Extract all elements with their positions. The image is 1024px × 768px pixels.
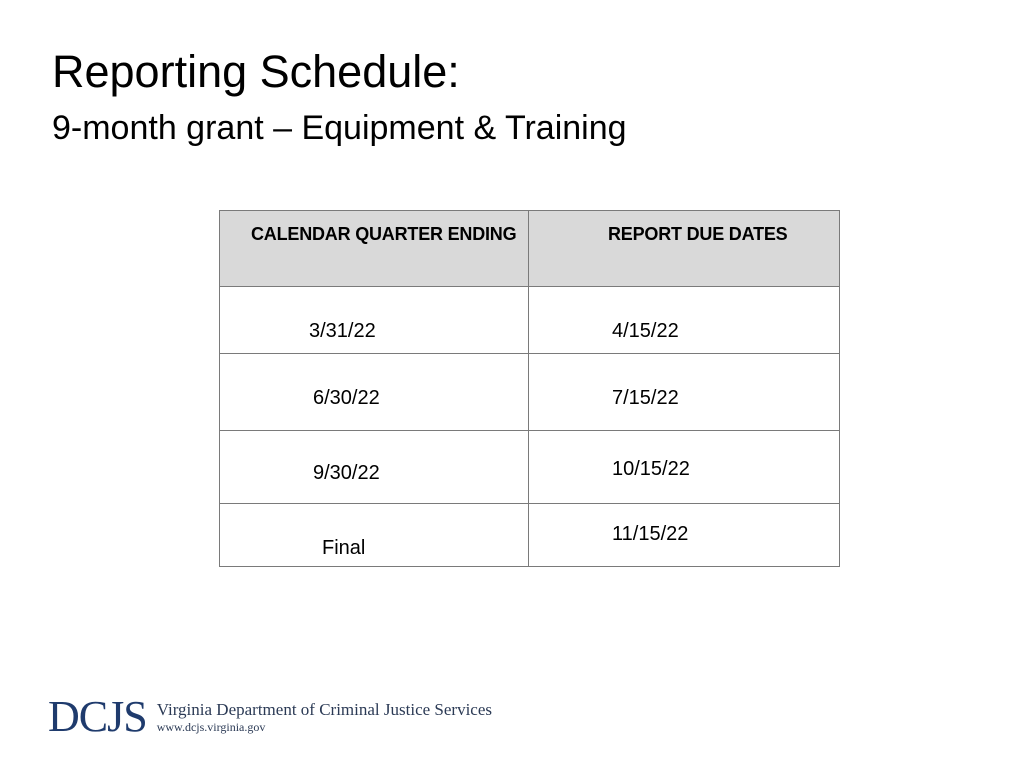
table-row bbox=[220, 504, 840, 567]
slide-title: Reporting Schedule: bbox=[52, 46, 460, 97]
table-header-row bbox=[220, 211, 840, 287]
table-row bbox=[220, 287, 840, 354]
table-row bbox=[220, 431, 840, 504]
quarter-ending-cell: 6/30/22 bbox=[220, 354, 529, 431]
dcjs-logo: DCJS bbox=[48, 692, 147, 741]
quarter-ending-cell: Final bbox=[220, 504, 529, 567]
due-date-cell: 7/15/22 bbox=[529, 354, 840, 431]
header-calendar-quarter-ending: CALENDAR QUARTER ENDING bbox=[220, 211, 529, 287]
footer bbox=[48, 694, 492, 740]
quarter-ending-cell: 3/31/22 bbox=[220, 287, 529, 354]
reporting-schedule-table bbox=[219, 210, 840, 567]
footer-text bbox=[157, 700, 492, 734]
due-date-cell: 10/15/22 bbox=[529, 431, 840, 504]
agency-name: Virginia Department of Criminal Justice Services bbox=[156, 700, 492, 719]
due-date-cell: 4/15/22 bbox=[529, 287, 840, 354]
slide-subtitle: 9-month grant – Equipment & Training bbox=[52, 109, 627, 147]
table-row bbox=[220, 354, 840, 431]
due-date-cell: 11/15/22 bbox=[529, 504, 840, 567]
quarter-ending-cell: 9/30/22 bbox=[220, 431, 529, 504]
agency-url: www.dcjs.virginia.gov bbox=[156, 720, 266, 734]
header-report-due-dates: REPORT DUE DATES bbox=[529, 211, 840, 287]
